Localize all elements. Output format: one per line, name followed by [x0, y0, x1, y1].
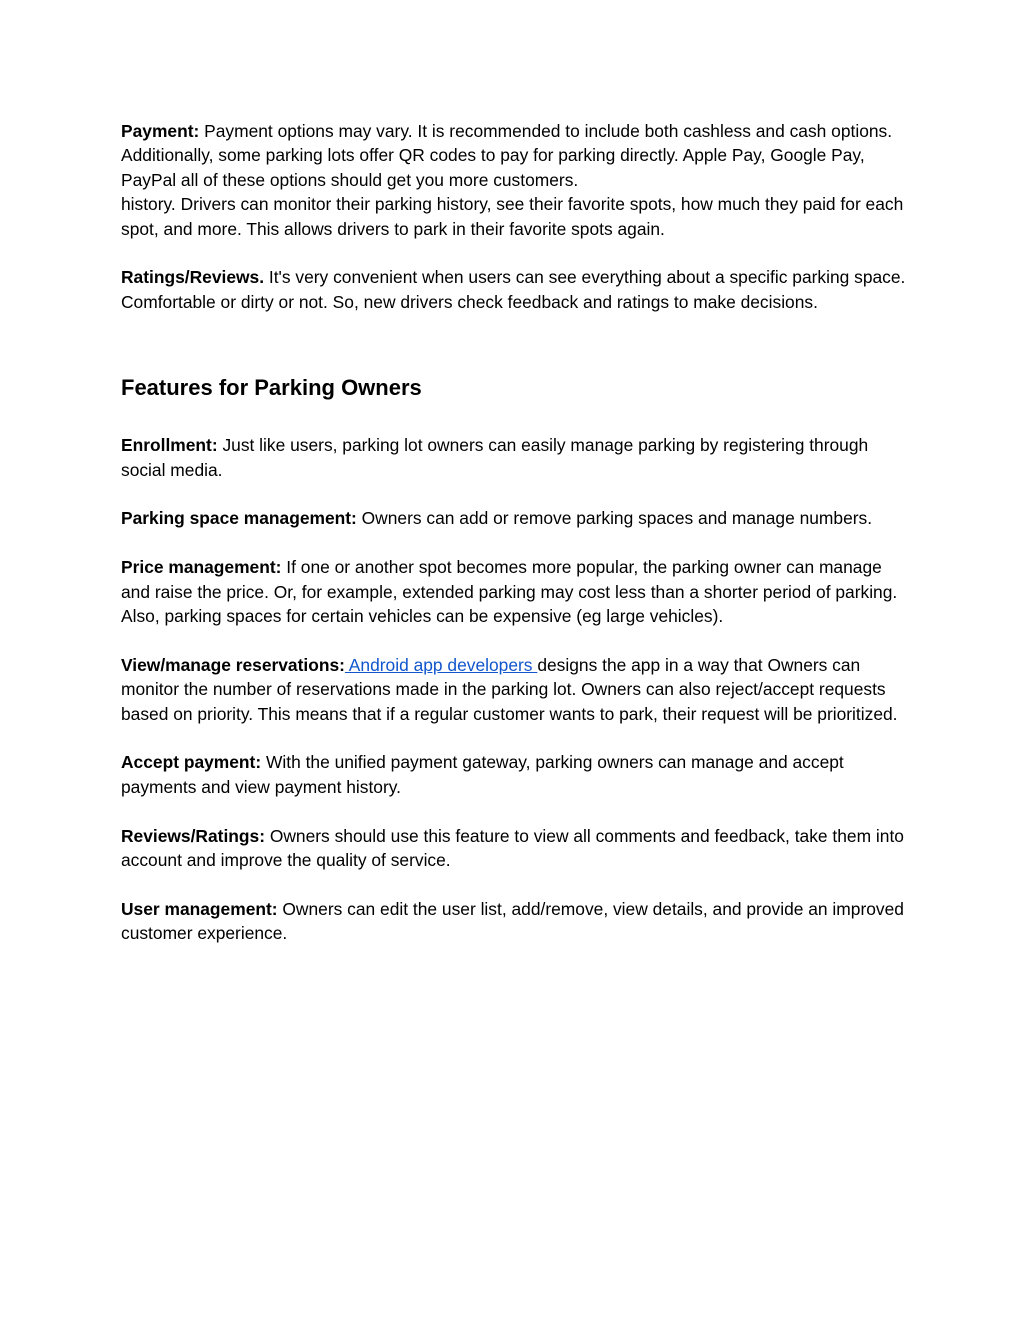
spacer	[121, 482, 911, 506]
history-paragraph: history. Drivers can monitor their parking history, see their favorite spots, how much they paid for each spot, and more. This allows drivers to park in their favorite spots again.	[121, 194, 904, 239]
space-management-paragraph	[121, 506, 911, 530]
user-management-paragraph	[121, 897, 911, 946]
accept-payment-label: Accept payment:	[121, 752, 262, 773]
payment-text: Payment options may vary. It is recommended to include both cashless and cash options. Additionally, some parking lots offer QR codes to pay for parking directly. Apple Pay, Google Pay, PayPal all of these options should get you more customers.	[121, 121, 893, 190]
spacer	[121, 872, 911, 896]
user-management-text: Owners can edit the user list, add/remove, view details, and provide an improved customer experience.	[121, 898, 904, 944]
enrollment-paragraph	[121, 433, 911, 482]
document-page	[121, 119, 911, 946]
spacer	[121, 531, 911, 555]
reviews-ratings-label: Reviews/Ratings:	[121, 825, 265, 846]
price-management-paragraph	[121, 555, 911, 628]
enrollment-label: Enrollment:	[121, 435, 218, 456]
price-management-label: Price management:	[121, 557, 282, 578]
user-management-label: User management:	[121, 898, 278, 919]
spacer	[121, 628, 911, 652]
reservations-label: View/manage reservations:	[121, 654, 345, 675]
enrollment-text: Just like users, parking lot owners can easily manage parking by registering through social media.	[121, 435, 869, 480]
reservations-paragraph	[121, 653, 911, 726]
space-management-label: Parking space management:	[121, 508, 357, 529]
reviews-ratings-text: Owners should use this feature to view all comments and feedback, take them into account and improve the quality of service.	[121, 825, 904, 871]
accept-payment-paragraph	[121, 750, 911, 799]
owners-heading: Features for Parking Owners	[121, 375, 422, 401]
accept-payment-text: With the unified payment gateway, parking owners can manage and accept payments and view payment history.	[121, 752, 844, 797]
spacer	[121, 799, 911, 823]
android-app-developers-link[interactable]: Android app developers	[344, 654, 538, 675]
spacer	[121, 726, 911, 750]
spacer	[121, 314, 911, 373]
spacer	[121, 403, 911, 433]
space-management-text: Owners can add or remove parking spaces and manage numbers.	[356, 508, 873, 529]
spacer	[121, 241, 911, 265]
price-management-text: If one or another spot becomes more popular, the parking owner can manage and raise the price. Or, for example, extended parking may cost less than a shorter period of parking. Also, parking spaces for certain vehicles can be expensive (eg large vehicles).	[121, 557, 898, 627]
ratings-label: Ratings/Reviews.	[121, 267, 265, 288]
ratings-paragraph	[121, 265, 911, 314]
reservations-text: designs the app in a way that Owners can monitor the number of reservations made in the parking lot. Owners can also reject/accept requests based on priority. This means that if a regular customer wants to park, their request will be prioritized.	[121, 654, 898, 724]
payment-label: Payment:	[121, 121, 200, 141]
payment-paragraph	[121, 119, 911, 192]
reviews-ratings-paragraph	[121, 824, 911, 873]
ratings-text: It's very convenient when users can see everything about a specific parking space. Comfortable or dirty or not. So, new drivers check feedback and ratings to make decisions.	[121, 267, 906, 312]
